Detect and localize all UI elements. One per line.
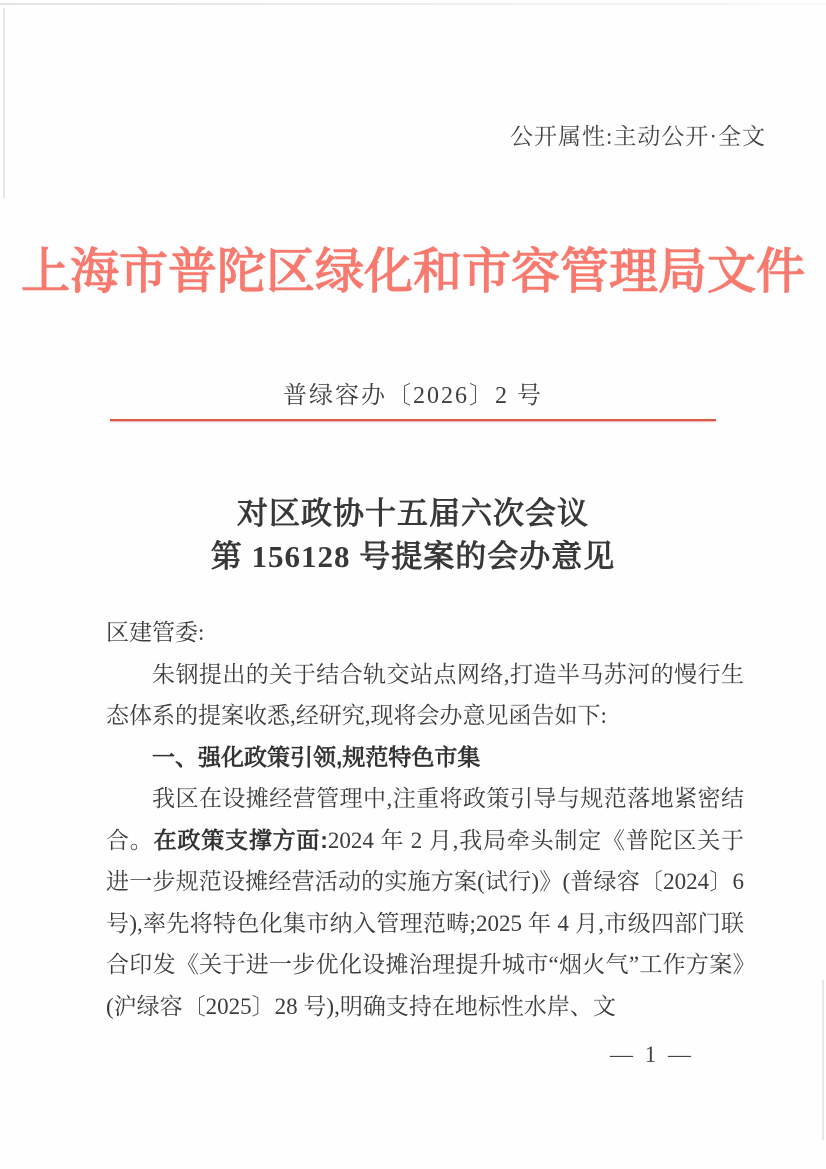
scan-edge-artifact [822,980,824,1140]
disclosure-attribute-note: 公开属性:主动公开·全文 [509,124,766,149]
section-1-paragraph [106,778,744,1027]
section-1-bold-lead: 在政策支撑方面: [153,826,328,853]
scan-edge-artifact [3,8,5,198]
page-number: — 1 — [610,1042,694,1067]
document-title-line1: 对区政协十五届六次会议 [237,496,589,531]
letterhead-divider-rule [110,419,716,421]
section-1-text: 我区在设摊经营管理中,注重将政策引导与规范落地紧密结合。 [106,786,744,853]
document-reference-number: 普绿容办〔2026〕2 号 [283,383,543,409]
salutation: 区建管委: [106,620,205,645]
intro-paragraph: 朱钢提出的关于结合轨交站点网络,打造半马苏河的慢行生态体系的提案收悉,经研究,现将会办意见函告如下: [106,661,744,728]
section-1-text-continued: 2024 年 2 月,我局牵头制定《普陀区关于进一步规范设摊经营活动的实施方案(试行)》(普绿容〔2024〕6 号),率先将特色化集市纳入管理范畴;2025 年 4 月,市级四部门联合印发《关于进一步优化设摊治理提升城市“烟火气”工作方案》(沪绿容〔2025〕28 号),明确支持在地标性水岸、文 [106,827,745,1019]
document-title-line2: 第 156128 号提案的会办意见 [210,539,616,574]
agency-letterhead-title: 上海市普陀区绿化和市容管理局文件 [20,244,805,299]
section-1-heading: 一、强化政策引领,规范特色市集 [152,743,481,770]
document-body [106,612,744,1027]
scan-edge-artifact [0,3,826,5]
document-title [0,492,826,578]
